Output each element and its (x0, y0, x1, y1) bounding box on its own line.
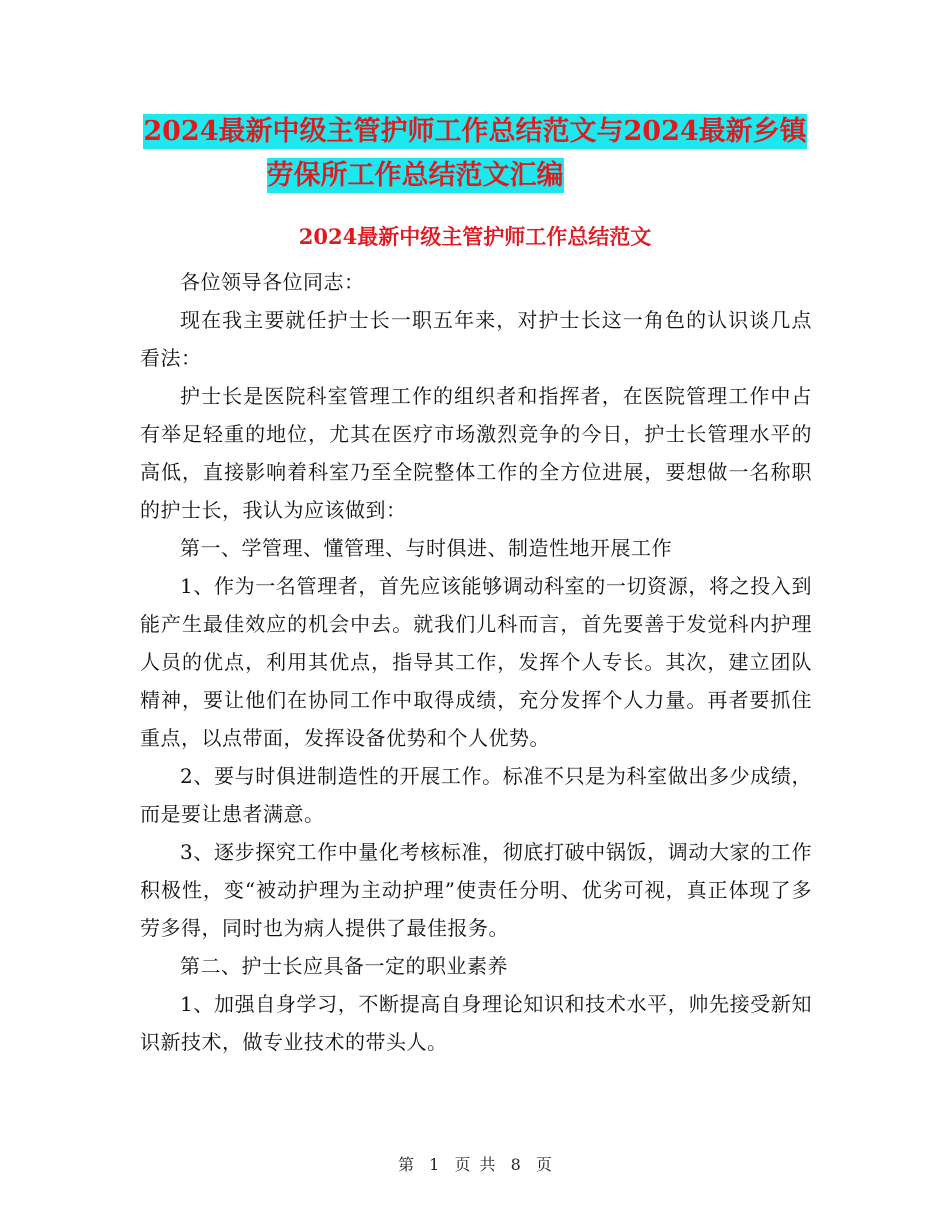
footer-current-page: 1 (429, 1155, 440, 1174)
paragraph: 第一、学管理、懂管理、与时俱进、制造性地开展工作 (180, 536, 672, 560)
paragraph: 1、加强自身学习，不断提高自身理论知识和技术水平，帅先接受新知识新技术，做专业技术的带头人。 (140, 992, 812, 1054)
paragraph: 护士长是医院科室管理工作的组织者和指挥者，在医院管理工作中占有举足轻重的地位，尤其在医疗市场激烈竞争的今日，护士长管理水平的高低，直接影响着科室乃至全院整体工作的全方位进展，要想做一名称职的护士长，我认为应该做到： (140, 384, 812, 522)
footer-total-pages: 8 (510, 1155, 521, 1174)
document-title-line-1 (0, 112, 950, 152)
paragraph: 第二、护士长应具备一定的职业素养 (180, 954, 508, 978)
section-title: 2024最新中级主管护师工作总结范文 (298, 224, 652, 249)
footer-middle: 页 共 (454, 1155, 496, 1174)
paragraph: 各位领导各位同志： (180, 270, 365, 294)
title-highlight-2: 劳保所工作总结范文汇编 (266, 160, 564, 191)
footer-suffix: 页 (535, 1155, 552, 1174)
paragraph: 2、要与时俱进制造性的开展工作。标准不只是为科室做出多少成绩，而是要让患者满意。 (140, 764, 812, 826)
paragraph: 1、作为一名管理者，首先应该能够调动科室的一切资源，将之投入到能产生最佳效应的机会中去。就我们儿科而言，首先要善于发觉科内护理人员的优点，利用其优点，指导其工作，发挥个人专长。其次，建立团队精神，要让他们在协同工作中取得成绩，充分发挥个人力量。再者要抓住重点，以点带面，发挥设备优势和个人优势。 (140, 574, 812, 750)
document-body (140, 263, 812, 1061)
document-title-line-2 (0, 156, 890, 196)
footer-prefix: 第 (398, 1155, 415, 1174)
page-footer (0, 1152, 950, 1175)
paragraph: 现在我主要就任护士长一职五年来，对护士长这一角色的认识谈几点看法： (140, 308, 812, 370)
title-highlight-1: 2024最新中级主管护师工作总结范文与2024最新乡镇 (143, 116, 807, 147)
paragraph: 3、逐步探究工作中量化考核标准，彻底打破中锅饭，调动大家的工作积极性，变“被动护理为主动护理”使责任分明、优劣可视，真正体现了多劳多得，同时也为病人提供了最佳报务。 (140, 840, 812, 940)
